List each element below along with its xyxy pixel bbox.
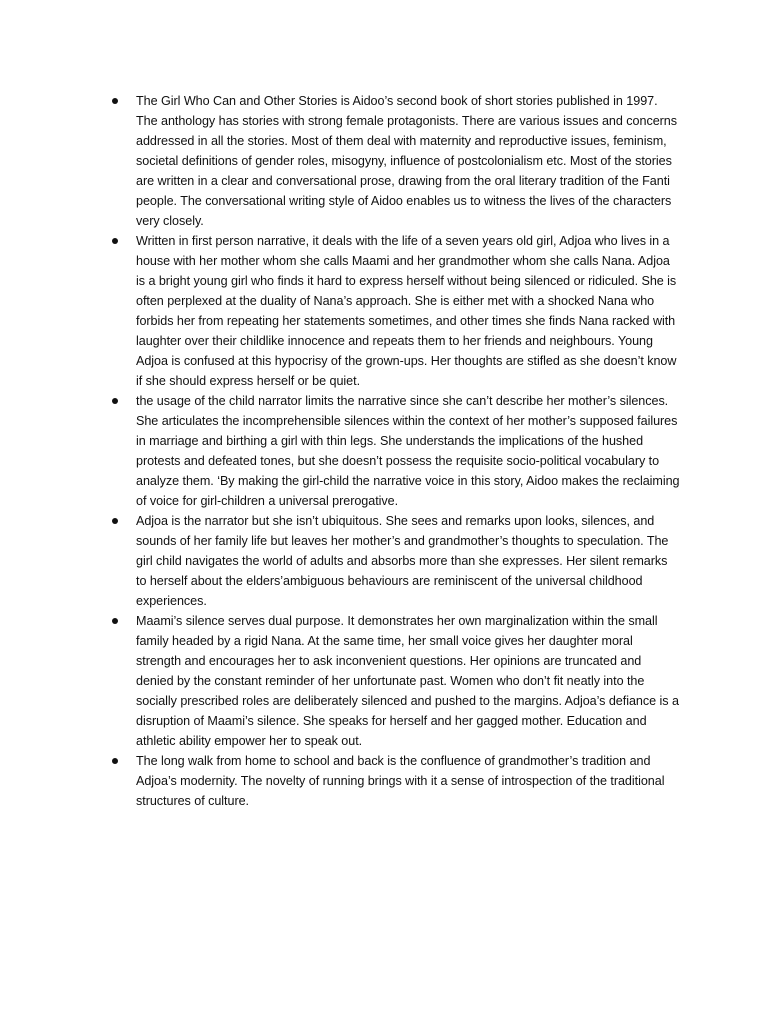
bullet-text: The long walk from home to school and back is the confluence of grandmother’s tradition and Adjoa’s modernity. The novelty of running brings with it a sense of introspection of the traditional structures of culture. [136, 754, 665, 808]
bullet-item [112, 231, 680, 391]
bullet-icon [112, 238, 118, 244]
bullet-item [112, 751, 680, 811]
bullet-text: Adjoa is the narrator but she isn’t ubiquitous. She sees and remarks upon looks, silences, and sounds of her family life but leaves her mother’s and grandmother’s thoughts to speculation. The girl child navigates the world of adults and absorbs more than she expresses. Her silent remarks to herself about the elders’ambiguous behaviours are reminiscent of the universal childhood experiences. [136, 514, 669, 608]
bullet-text: Written in first person narrative, it deals with the life of a seven years old girl, Adjoa who lives in a house with her mother whom she calls Maami and her grandmother whom she calls Nana. Adjoa is a bright young girl who finds it hard to express herself without being silenced or ridiculed. She is often perplexed at the duality of Nana’s approach. She is either met with a shocked Nana who forbids her from repeating her statements sometimes, and other times she finds Nana racked with laughter over their childlike innocence and repeats them to her friends and neighbours. Young Adjoa is confused at this hypocrisy of the grown-ups. Her thoughts are stifled as she doesn’t know if she should express herself or be quiet. [136, 234, 677, 388]
bullet-text: Maami’s silence serves dual purpose. It demonstrates her own marginalization within the small family headed by a rigid Nana. At the same time, her small voice gives her daughter moral strength and encourages her to ask inconvenient questions. Her opinions are truncated and denied by the constant reminder of her unfortunate past. Women who don’t fit neatly into the socially prescribed roles are deliberately silenced and pushed to the margins. Adjoa’s defiance is a disruption of Maami’s silence. She speaks for herself and her gagged mother. Education and athletic ability empower her to speak out. [136, 614, 679, 748]
bullet-icon [112, 98, 118, 104]
bullet-text: the usage of the child narrator limits the narrative since she can’t describe her mother’s silences. She articulates the incomprehensible silences within the context of her mother’s supposed failures in marriage and birthing a girl with thin legs. She understands the implications of the hushed protests and defeated tones, but she doesn’t possess the requisite socio-political vocabulary to analyze them. ‘By making the girl-child the narrative voice in this story, Aidoo makes the reclaiming of voice for girl-children a universal prerogative. [136, 394, 680, 508]
bullet-item [112, 91, 680, 231]
bullet-list [112, 91, 680, 811]
bullet-icon [112, 758, 118, 764]
bullet-icon [112, 398, 118, 404]
bullet-icon [112, 618, 118, 624]
bullet-item [112, 611, 680, 751]
bullet-item [112, 391, 680, 511]
bullet-text: The Girl Who Can and Other Stories is Aidoo’s second book of short stories published in 1997. The anthology has stories with strong female protagonists. There are various issues and concerns addressed in all the stories. Most of them deal with maternity and reproductive issues, feminism, societal definitions of gender roles, misogyny, influence of postcolonialism etc. Most of the stories are written in a clear and conversational prose, drawing from the oral literary tradition of the Fanti people. The conversational writing style of Aidoo enables us to witness the lives of the characters very closely. [136, 94, 677, 228]
bullet-item [112, 511, 680, 611]
bullet-icon [112, 518, 118, 524]
